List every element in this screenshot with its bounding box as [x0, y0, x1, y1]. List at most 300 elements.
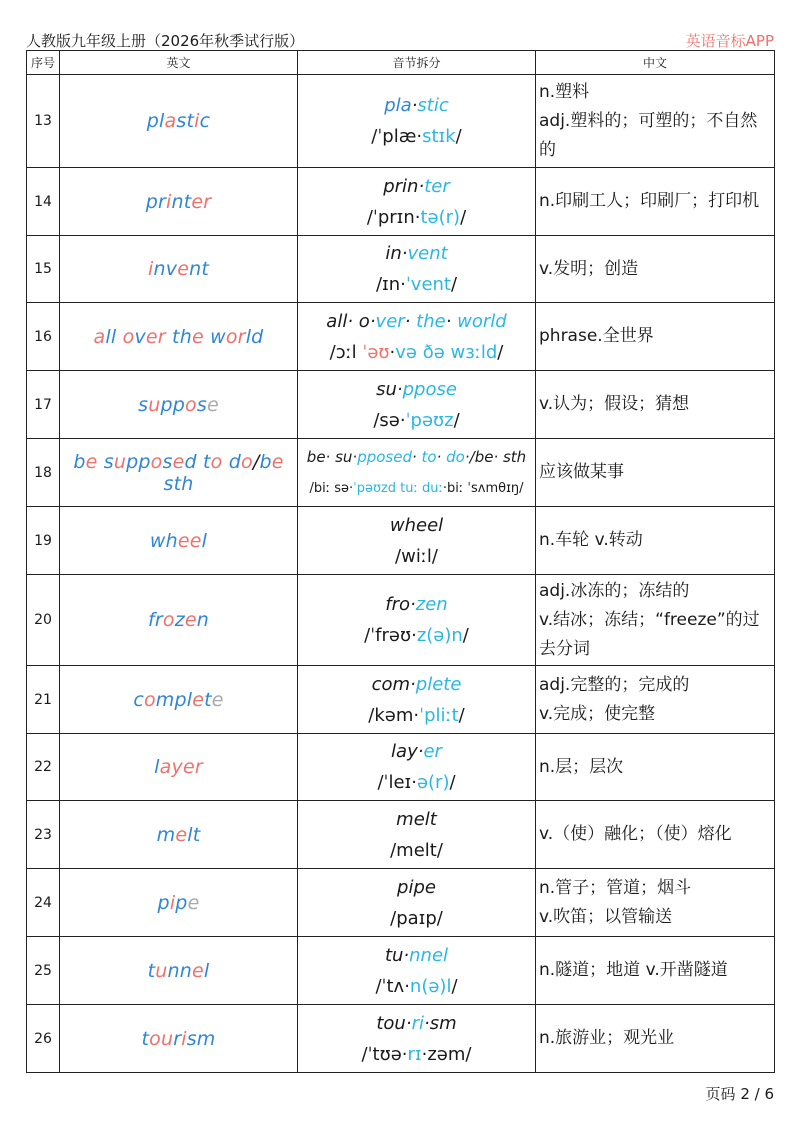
ipa-text	[298, 337, 535, 368]
chinese-meaning	[536, 371, 775, 439]
text-segment: d	[228, 450, 242, 473]
syllable-split	[298, 575, 536, 666]
text-segment: ·	[369, 310, 376, 332]
text-segment: t	[147, 959, 156, 982]
text-segment: /	[451, 975, 458, 997]
app-name: 英语音标APP	[685, 32, 774, 50]
text-segment: ri	[411, 1012, 424, 1034]
text-segment: e	[211, 688, 224, 711]
chinese-meaning	[536, 168, 775, 236]
text-segment: e	[172, 450, 185, 473]
row-number: 20	[27, 575, 60, 666]
row-number: 22	[27, 734, 60, 801]
text-segment: u	[148, 393, 161, 416]
text-segment: the	[416, 310, 446, 332]
text-segment: nv	[153, 258, 178, 280]
chinese-meaning	[536, 507, 775, 575]
text-segment: ·	[348, 480, 354, 496]
text-segment: o	[210, 450, 223, 473]
meaning-line: v.吹笛；以管输送	[539, 906, 673, 927]
text-segment: t	[141, 1027, 150, 1050]
text-segment: /	[497, 341, 504, 363]
chinese-meaning	[536, 439, 775, 507]
text-segment: /	[462, 625, 469, 646]
document-title: 人教版九年级上册（2026年秋季试行版）	[26, 32, 305, 50]
text-segment: c	[133, 688, 144, 711]
text-segment: u	[113, 450, 127, 473]
text-segment: plete	[415, 673, 462, 695]
row-number: 19	[27, 507, 60, 575]
text-segment: mpl	[155, 688, 193, 711]
english-word	[60, 303, 298, 371]
text-segment: ay	[159, 756, 183, 778]
table-row	[27, 303, 775, 371]
syllable-split	[298, 734, 536, 801]
text-segment: r	[173, 1027, 182, 1050]
meaning-line: n.旅游业；观光业	[539, 1028, 675, 1048]
english-word	[60, 236, 298, 303]
col-header-english: 英文	[60, 51, 298, 75]
text-segment: lt	[187, 823, 201, 846]
text-segment: pr	[145, 190, 166, 213]
syllable-text	[298, 872, 535, 903]
text-segment: v	[134, 325, 146, 348]
text-segment: e	[206, 393, 219, 416]
text-segment: · sth	[493, 447, 527, 466]
meaning-line: n.印刷工人；印刷厂；打印机	[539, 191, 760, 211]
text-segment: /sə	[373, 409, 400, 431]
ipa-text	[298, 620, 535, 651]
text-segment: prin	[383, 175, 419, 197]
text-segment: pla	[384, 95, 412, 116]
text-segment: ·	[404, 310, 417, 332]
text-segment: ˈpliːt	[419, 704, 459, 726]
text-segment: th	[173, 472, 194, 495]
english-word	[60, 869, 298, 937]
chinese-meaning	[536, 1005, 775, 1073]
text-segment: ·	[418, 175, 425, 197]
text-segment: ·	[401, 243, 408, 264]
table-row	[27, 75, 775, 168]
syllable-text	[298, 510, 535, 541]
chinese-meaning	[536, 575, 775, 666]
text-segment: b	[259, 450, 272, 473]
text-segment: l	[154, 756, 160, 778]
text-segment: ppose	[402, 378, 457, 400]
row-number: 21	[27, 666, 60, 734]
table-row	[27, 575, 775, 666]
text-segment: ·	[416, 126, 423, 147]
syllable-text	[298, 589, 535, 620]
english-word	[60, 734, 298, 801]
text-segment: /melt/	[390, 839, 443, 861]
text-segment: fro	[385, 594, 411, 615]
table-row	[27, 1005, 775, 1073]
text-segment: /	[449, 772, 456, 793]
table-body	[27, 75, 775, 1073]
meaning-line: n.层；层次	[539, 756, 624, 777]
text-segment: e	[192, 688, 205, 711]
row-number: 24	[27, 869, 60, 937]
text-segment: zen	[415, 594, 448, 615]
meaning-line: v.发明；创造	[539, 258, 639, 279]
text-segment: ·	[401, 1043, 408, 1065]
text-segment: o	[143, 688, 156, 711]
meaning-line: adj.完整的；完成的	[539, 674, 690, 695]
text-segment: lay	[391, 741, 418, 762]
syllable-text	[298, 306, 535, 337]
text-segment: ter	[424, 175, 450, 197]
text-segment: ˈvent	[405, 274, 451, 295]
row-number: 13	[27, 75, 60, 168]
ipa-text	[298, 269, 535, 300]
text-segment: a	[93, 325, 106, 348]
text-segment: s	[138, 393, 149, 416]
text-segment: ·	[414, 206, 421, 228]
text-segment: z	[174, 609, 185, 631]
text-segment: tə(r)	[420, 206, 461, 228]
syllable-split	[298, 236, 536, 303]
text-segment: pipe	[397, 876, 436, 898]
meaning-line: v.认为；假设；猜想	[539, 394, 690, 414]
row-number: 25	[27, 937, 60, 1005]
text-segment: s	[162, 450, 173, 473]
syllable-text	[298, 669, 535, 700]
text-segment: ·	[445, 310, 458, 332]
text-segment: n(ə)l	[409, 975, 452, 997]
text-segment: to	[421, 447, 437, 466]
english-word	[60, 168, 298, 236]
text-segment: ·	[396, 378, 403, 400]
meaning-line: phrase.全世界	[539, 326, 654, 346]
row-number: 14	[27, 168, 60, 236]
text-segment: və ðə wɜːld	[395, 341, 498, 363]
text-segment: p	[157, 891, 170, 914]
text-segment: pp	[160, 393, 186, 416]
text-segment: ə(r)	[416, 772, 450, 793]
text-segment: ld	[245, 325, 264, 348]
text-segment: w	[210, 325, 226, 348]
text-segment: su	[335, 447, 353, 466]
ipa-text	[298, 971, 535, 1002]
text-segment: ·	[421, 1043, 428, 1065]
text-segment: pposed	[357, 447, 412, 466]
english-word	[60, 666, 298, 734]
chinese-meaning	[536, 75, 775, 168]
text-segment: ˈpəʊz	[405, 409, 454, 431]
text-segment: s	[163, 472, 174, 495]
text-segment: ·	[423, 1012, 430, 1034]
text-segment: /ɔːl	[329, 341, 363, 363]
text-segment: /ɪn	[375, 274, 401, 295]
text-segment: /	[458, 704, 465, 726]
row-number: 18	[27, 439, 60, 507]
english-word	[60, 439, 298, 507]
chinese-meaning	[536, 869, 775, 937]
text-segment: /ˈprɪn	[366, 206, 415, 228]
text-segment: sm	[429, 1012, 457, 1034]
text-segment: o	[185, 393, 197, 416]
english-word	[60, 371, 298, 439]
text-segment: ·	[347, 310, 359, 332]
text-segment: ·	[442, 480, 448, 496]
text-segment: er	[145, 325, 166, 348]
text-segment: u	[155, 959, 168, 982]
text-segment: ·	[410, 594, 416, 615]
chinese-meaning	[536, 801, 775, 869]
text-segment: ver	[375, 310, 405, 332]
text-segment: e	[191, 325, 204, 348]
syllable-split	[298, 1005, 536, 1073]
col-header-chinese: 中文	[536, 51, 775, 75]
text-segment: /ˈtʌ	[375, 975, 405, 997]
text-segment: /	[252, 450, 260, 473]
text-segment: ·/	[464, 447, 475, 466]
text-segment: /ˈtʊə	[361, 1043, 402, 1065]
english-word	[60, 75, 298, 168]
meaning-line: n.车轮 v.转动	[539, 530, 643, 550]
syllable-text	[298, 171, 535, 202]
meaning-line: n.隧道；地道 v.开凿隧道	[539, 960, 728, 980]
text-segment: be	[474, 447, 494, 466]
english-word	[60, 575, 298, 666]
chinese-meaning	[536, 666, 775, 734]
table-header-row	[27, 51, 775, 75]
text-segment: s	[103, 450, 114, 473]
syllable-split	[298, 303, 536, 371]
row-number: 17	[27, 371, 60, 439]
text-segment: m	[156, 823, 176, 846]
text-segment: /paɪp/	[390, 907, 443, 929]
text-segment: be	[306, 447, 326, 466]
text-segment: p	[175, 891, 188, 914]
syllable-split	[298, 801, 536, 869]
ipa-text	[298, 1039, 535, 1070]
text-segment: tou	[376, 1012, 406, 1034]
text-segment: ˈəʊ	[362, 341, 390, 363]
text-segment: o	[162, 609, 175, 631]
text-segment: ee	[177, 529, 202, 552]
english-word	[60, 1005, 298, 1073]
text-segment: wh	[149, 529, 178, 552]
text-segment: e	[184, 609, 197, 631]
text-segment: ·	[400, 274, 406, 295]
text-segment: rɪ	[407, 1043, 422, 1065]
text-segment: ·	[403, 944, 410, 966]
row-number: 16	[27, 303, 60, 371]
text-segment: biː ˈsʌmθɪŋ/	[447, 480, 524, 496]
text-segment: st	[176, 110, 195, 132]
text-segment: sm	[186, 1027, 216, 1050]
text-segment: e	[192, 959, 204, 982]
text-segment: /	[450, 274, 458, 295]
text-segment: /	[453, 409, 460, 431]
chinese-meaning	[536, 303, 775, 371]
text-segment: com	[371, 673, 411, 695]
syllable-split	[298, 666, 536, 734]
text-segment: i	[169, 891, 176, 914]
text-segment: nt	[171, 190, 192, 213]
ipa-text	[298, 202, 535, 233]
chinese-meaning	[536, 937, 775, 1005]
row-number: 23	[27, 801, 60, 869]
text-segment: d	[184, 450, 197, 473]
text-segment: o	[150, 450, 163, 473]
meaning-line: n.塑料	[539, 81, 590, 102]
syllable-split	[298, 937, 536, 1005]
row-number: 15	[27, 236, 60, 303]
table-row	[27, 937, 775, 1005]
text-segment: z(ə)n	[416, 625, 463, 646]
meaning-line: n.管子；管道；烟斗	[539, 877, 692, 898]
text-segment: s	[196, 393, 207, 416]
ipa-text	[298, 121, 535, 152]
text-segment: ·	[417, 741, 424, 762]
text-segment: n	[196, 609, 210, 631]
text-segment: ·	[411, 95, 418, 116]
text-segment: i	[148, 258, 154, 280]
chinese-meaning	[536, 236, 775, 303]
text-segment: tu	[384, 944, 404, 966]
table-row	[27, 439, 775, 507]
ipa-text	[298, 767, 535, 798]
text-segment: er	[182, 756, 203, 778]
text-segment: ·	[399, 409, 406, 431]
text-segment: i	[194, 110, 200, 132]
text-segment: i	[181, 1027, 187, 1050]
syllable-text	[298, 374, 535, 405]
table-row	[27, 168, 775, 236]
text-segment: stic	[417, 95, 449, 116]
page-number: 页码 2 / 6	[705, 1085, 774, 1103]
text-segment: nnel	[409, 944, 449, 966]
text-segment: c	[199, 110, 211, 132]
ipa-text	[298, 541, 535, 572]
text-segment: ·	[410, 673, 416, 695]
text-segment: wheel	[389, 514, 444, 536]
table-row	[27, 371, 775, 439]
meaning-line: adj.冰冻的；冻结的	[539, 580, 690, 601]
text-segment: do	[446, 447, 465, 466]
table-row	[27, 666, 775, 734]
text-segment: ou	[149, 1027, 174, 1050]
text-segment: e	[177, 258, 190, 280]
text-segment: /ˈfrəʊ	[364, 625, 412, 646]
text-segment: or	[225, 325, 246, 348]
page-header	[26, 28, 774, 50]
ipa-text	[298, 700, 535, 731]
table-row	[27, 869, 775, 937]
text-segment: vent	[407, 243, 448, 264]
text-segment: o	[358, 310, 370, 332]
text-segment: nt	[189, 258, 209, 280]
text-segment: melt	[396, 808, 437, 830]
text-segment: er	[191, 190, 212, 213]
text-segment: e	[175, 823, 188, 846]
syllable-text	[298, 442, 535, 473]
vocab-table	[26, 50, 775, 1073]
text-segment: t	[203, 450, 211, 473]
text-segment: e	[187, 891, 200, 914]
syllable-split	[298, 371, 536, 439]
text-segment: ·	[411, 772, 417, 793]
syllable-split	[298, 507, 536, 575]
text-segment: i	[165, 190, 172, 213]
meaning-line: v.结冰；冻结；“freeze”的过去分词	[539, 609, 760, 659]
text-segment: ˈpəʊzd tuː duː	[353, 480, 443, 496]
english-word	[60, 507, 298, 575]
table-row	[27, 236, 775, 303]
table-row	[27, 734, 775, 801]
text-segment: /	[455, 126, 462, 147]
meaning-line: 应该做某事	[539, 462, 624, 482]
text-segment: /ˈplæ	[371, 126, 417, 147]
ipa-text	[298, 903, 535, 934]
text-segment: ·	[411, 625, 417, 646]
col-header-index: 序号	[27, 51, 60, 75]
chinese-meaning	[536, 734, 775, 801]
text-segment: /kəm	[368, 704, 414, 726]
meaning-line: v.完成；使完整	[539, 703, 656, 724]
text-segment: e	[271, 450, 284, 473]
text-segment: ·	[404, 975, 410, 997]
text-segment: t	[204, 688, 212, 711]
table-row	[27, 801, 775, 869]
row-number: 26	[27, 1005, 60, 1073]
text-segment: /	[460, 206, 467, 228]
text-segment: in	[385, 243, 402, 264]
text-segment: /wiːl/	[395, 545, 438, 567]
text-segment: l	[203, 959, 210, 982]
text-segment: su	[376, 378, 397, 400]
text-segment: o	[241, 450, 253, 473]
text-segment: all	[326, 310, 348, 332]
text-segment: fr	[147, 609, 163, 631]
text-segment: ·	[352, 447, 358, 466]
text-segment: ·	[436, 447, 447, 466]
text-segment: pl	[146, 110, 165, 132]
ipa-text	[298, 835, 535, 866]
text-segment: pp	[126, 450, 151, 473]
syllable-text	[298, 804, 535, 835]
table-row	[27, 507, 775, 575]
syllable-split	[298, 869, 536, 937]
text-segment: ·	[325, 447, 336, 466]
syllable-text	[298, 736, 535, 767]
text-segment: zəm/	[427, 1043, 472, 1065]
ipa-text	[298, 473, 535, 504]
meaning-line: adj.塑料的；可塑的；不自然的	[539, 110, 758, 160]
text-segment: ll	[105, 325, 117, 348]
text-segment: ·	[412, 447, 422, 466]
text-segment: /ˈleɪ	[377, 772, 412, 793]
syllable-split	[298, 75, 536, 168]
syllable-split	[298, 168, 536, 236]
english-word	[60, 801, 298, 869]
syllable-split	[298, 439, 536, 507]
syllable-text	[298, 1008, 535, 1039]
ipa-text	[298, 405, 535, 436]
meaning-line: v.（使）融化；（使）熔化	[539, 824, 732, 844]
english-word	[60, 937, 298, 1005]
col-header-syllables: 音节拆分	[298, 51, 536, 75]
text-segment: o	[122, 325, 135, 348]
text-segment: ·	[413, 704, 420, 726]
text-segment: ·	[405, 1012, 412, 1034]
syllable-text	[298, 90, 535, 121]
text-segment: b	[73, 450, 86, 473]
text-segment: er	[423, 741, 442, 762]
